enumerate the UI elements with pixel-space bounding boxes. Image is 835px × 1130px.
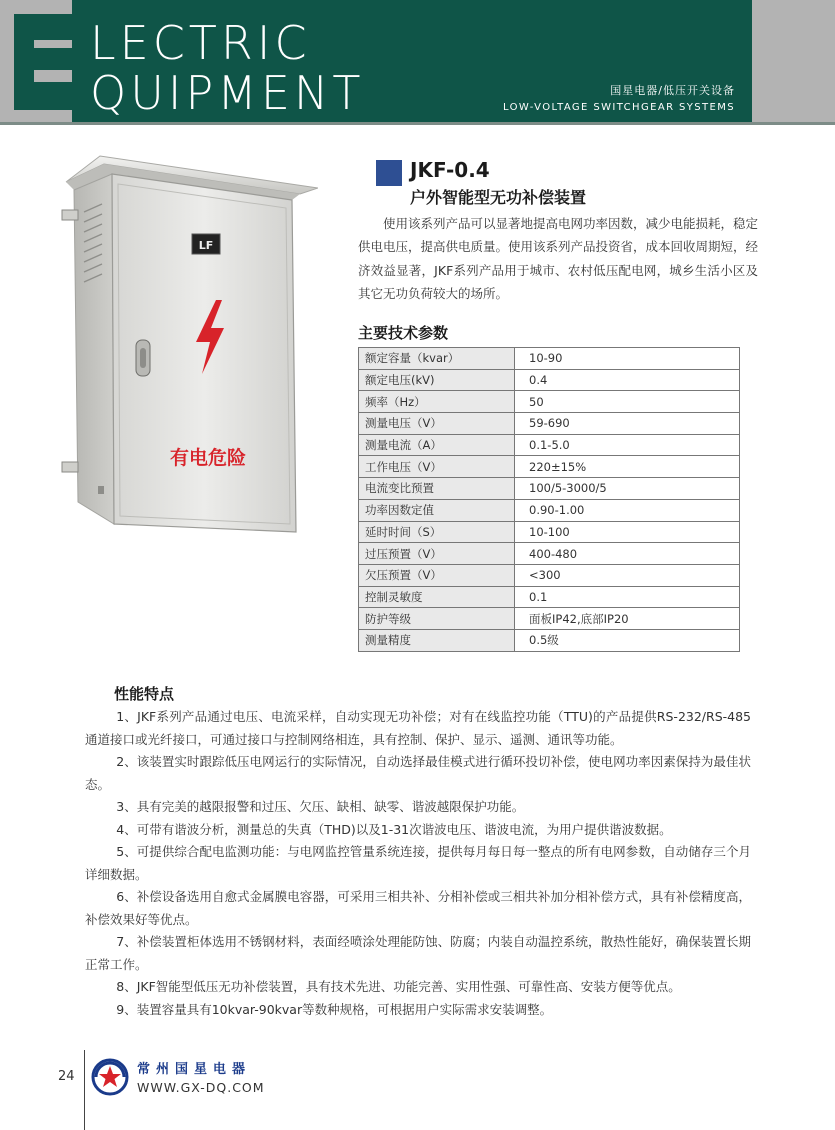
- spec-label: 控制灵敏度: [359, 586, 515, 608]
- features-list: [85, 706, 751, 1021]
- product-model: JKF-0.4: [410, 158, 490, 182]
- table-row: [359, 391, 740, 413]
- table-row: [359, 564, 740, 586]
- spec-value: 0.5级: [515, 629, 740, 651]
- spec-label: 延时时间（S）: [359, 521, 515, 543]
- logo-word-lectric: LECTRIC: [90, 16, 311, 70]
- spec-label: 测量电流（A）: [359, 434, 515, 456]
- table-row: [359, 434, 740, 456]
- list-item: 6、补偿设备选用自愈式金属膜电容器，可采用三相共补、分相补偿或三相共补加分相补偿方式，具有补偿精度高，补偿效果好等优点。: [85, 889, 751, 927]
- spec-label: 工作电压（V）: [359, 456, 515, 478]
- spec-value: 面板IP42,底部IP20: [515, 608, 740, 630]
- list-item: 1、JKF系列产品通过电压、电流采样，自动实现无功补偿；对有在线监控功能（TTU)的产品提供RS-232/RS-485通道接口或光纤接口，可通过接口与控制网络相连，具有控制、保护、显示、遥测、通讯等功能。: [85, 709, 751, 747]
- spec-label: 防护等级: [359, 608, 515, 630]
- title-accent-square: [376, 160, 402, 186]
- spec-label: 额定容量（kvar）: [359, 348, 515, 370]
- logo-e-mark: [0, 4, 72, 122]
- table-row: [359, 629, 740, 651]
- spec-label: 测量精度: [359, 629, 515, 651]
- table-row: [359, 608, 740, 630]
- spec-label: 过压预置（V）: [359, 543, 515, 565]
- specs-table: [358, 347, 740, 652]
- logo-word-quipment: QUIPMENT: [90, 66, 365, 120]
- company-name: 常州国星电器: [137, 1062, 252, 1077]
- list-item: 8、JKF智能型低压无功补偿装置，具有技术先进、功能完善、实用性强、可靠性高、安装方便等优点。: [116, 979, 681, 994]
- table-row: [359, 456, 740, 478]
- table-row: [359, 413, 740, 435]
- spec-value: 59-690: [515, 413, 740, 435]
- spec-value: 100/5-3000/5: [515, 478, 740, 500]
- list-item: 7、补偿装置柜体选用不锈钢材料，表面经喷涂处理能防蚀、防腐；内装自动温控系统，散热性能好，确保装置长期正常工作。: [85, 934, 751, 972]
- table-row: [359, 499, 740, 521]
- nameplate-text: LF: [198, 239, 214, 252]
- table-row: [359, 586, 740, 608]
- spec-label: 额定电压(kV): [359, 369, 515, 391]
- list-item: 4、可带有谐波分析，测量总的失真（THD)以及1-31次谐波电压、谐波电流，为用户提供谐波数据。: [116, 821, 672, 837]
- company-website[interactable]: WWW.GX-DQ.COM: [137, 1080, 265, 1095]
- spec-value: 0.4: [515, 369, 740, 391]
- spec-value: 0.1-5.0: [515, 434, 740, 456]
- spec-value: 400-480: [515, 543, 740, 565]
- header-band-right: [752, 0, 835, 122]
- spec-label: 测量电压（V）: [359, 413, 515, 435]
- page-number: 24: [58, 1069, 75, 1084]
- header-category-cn: 国星电器/低压开关设备: [610, 84, 735, 97]
- footer-divider: [84, 1050, 85, 1130]
- list-item: 3、具有完美的越限报警和过压、欠压、缺相、缺零、谐波越限保护功能。: [116, 799, 525, 814]
- spec-label: 欠压预置（V）: [359, 564, 515, 586]
- product-name: 户外智能型无功补偿装置: [410, 188, 587, 207]
- table-row: [359, 369, 740, 391]
- table-row: [359, 348, 740, 370]
- spec-value: 50: [515, 391, 740, 413]
- cabinet-warning-text: 有电危险: [169, 447, 247, 469]
- spec-value: <300: [515, 564, 740, 586]
- spec-label: 电流变比预置: [359, 478, 515, 500]
- list-item: 2、该装置实时跟踪低压电网运行的实际情况，自动选择最佳模式进行循环投切补偿，使电网功率因素保持为最佳状态。: [85, 754, 751, 792]
- table-row: [359, 521, 740, 543]
- company-logo-icon: [90, 1057, 130, 1097]
- spec-value: 10-90: [515, 348, 740, 370]
- features-heading: 性能特点: [114, 685, 175, 703]
- header-rule: [0, 122, 835, 125]
- list-item: 5、可提供综合配电监测功能：与电网监控管量系统连接，提供每月每日每一整点的所有电网参数，自动储存三个月详细数据。: [85, 844, 751, 882]
- spec-label: 频率（Hz）: [359, 391, 515, 413]
- specs-heading: 主要技术参数: [358, 324, 449, 342]
- table-row: [359, 543, 740, 565]
- spec-value: 0.1: [515, 586, 740, 608]
- product-cabinet-image: [56, 152, 318, 542]
- list-item: 9、装置容量具有10kvar-90kvar等数种规格，可根据用户实际需求安装调整。: [116, 1001, 553, 1017]
- header-category-en: LOW-VOLTAGE SWITCHGEAR SYSTEMS: [502, 102, 735, 113]
- product-intro: 使用该系列产品可以显著地提高电网功率因数，减少电能损耗，稳定供电电压，提高供电质量。使用该系列产品投资省，成本回收周期短，经济效益显著，JKF系列产品用于城市、农村低压配电网，城乡生活小区及其它无功负荷较大的场所。: [358, 216, 759, 301]
- spec-value: 220±15%: [515, 456, 740, 478]
- spec-label: 功率因数定值: [359, 499, 515, 521]
- spec-value: 10-100: [515, 521, 740, 543]
- spec-value: 0.90-1.00: [515, 499, 740, 521]
- table-row: [359, 478, 740, 500]
